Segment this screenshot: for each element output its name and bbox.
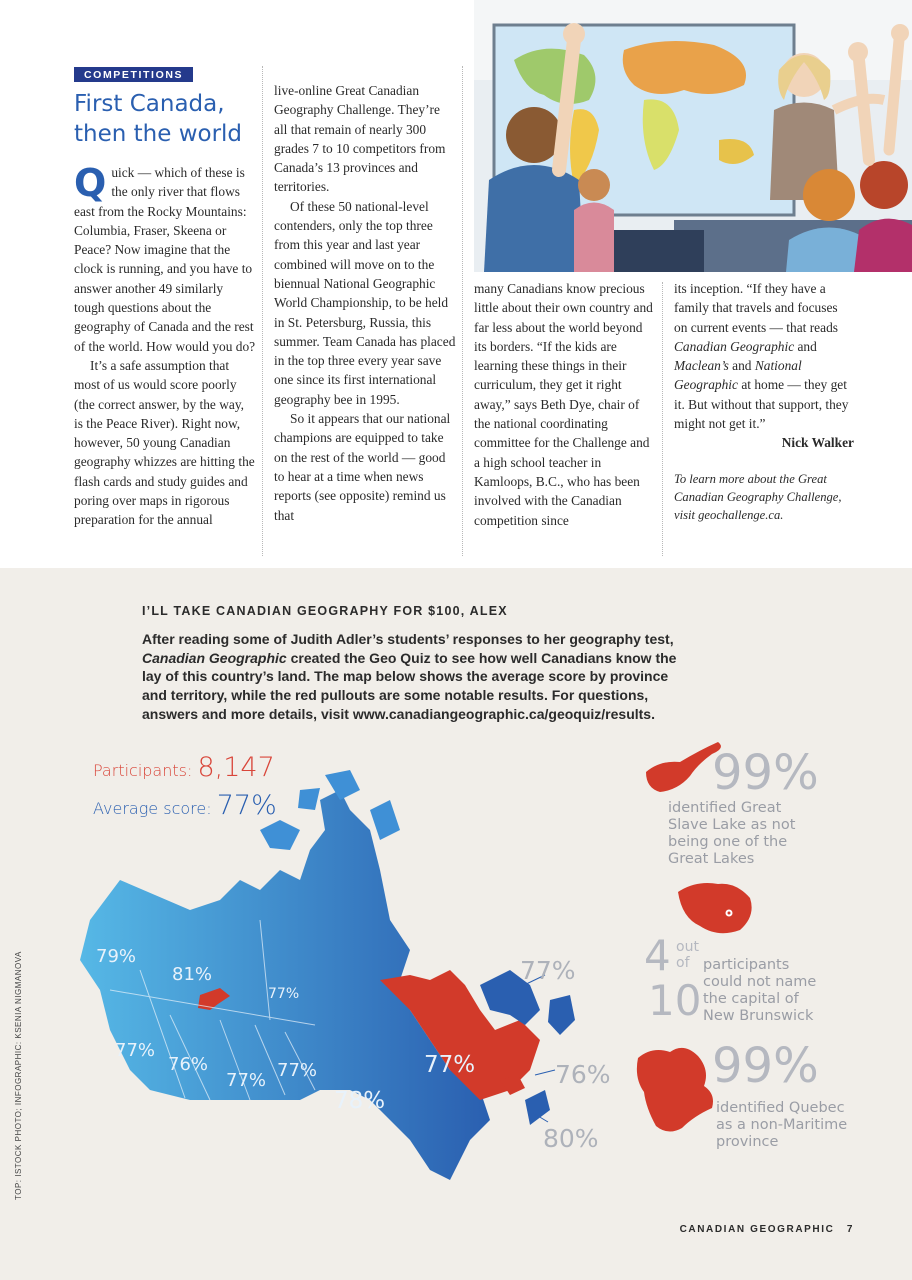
score-nunavut: 77% xyxy=(268,986,300,1002)
infographic-heading: I’LL TAKE CANADIAN GEOGRAPHY FOR $100, ALEX xyxy=(142,604,508,618)
publication-name: Maclean’s xyxy=(674,358,729,374)
new-brunswick-icon xyxy=(674,878,758,938)
column-divider xyxy=(662,282,663,556)
pullout-3-text: identified Quebec as a non-Maritime province xyxy=(716,1100,848,1150)
paragraph xyxy=(74,163,256,356)
score-manitoba: 77% xyxy=(277,1060,318,1081)
participants-value: 8,147 xyxy=(197,752,275,783)
article-column-3 xyxy=(474,279,656,530)
quebec-icon xyxy=(628,1040,720,1140)
publication-name: Canadian Geographic xyxy=(142,649,287,666)
pullout-2-text: participants could not name the capital of New Brunswick xyxy=(703,957,817,1024)
pullout-3-value: 99% xyxy=(712,1038,819,1094)
paragraph: live-online Great Canadian Geography Challenge. They’re all that remain of nearly 300 grades 7 to 10 competitors from Canada’s 13 provinces and territories. xyxy=(274,83,446,195)
score-northwest-territories: 81% xyxy=(172,964,213,985)
drop-cap: Q xyxy=(74,161,107,205)
score-quebec: 77% xyxy=(424,1052,476,1078)
score-ontario: 78% xyxy=(334,1088,386,1114)
paragraph: many Canadians know precious little about their own country and far less about the world beyond its borders. “If the kids are learning these things in their curriculum, they get it right away,” says Beth Dye, chair of the national coordinating committee for the Challenge and a high school teacher in Kamloops, B.C., who has been involved with the Canadian competition since xyxy=(474,281,653,528)
score-saskatchewan: 77% xyxy=(226,1070,267,1091)
article-column-2 xyxy=(274,81,456,525)
paragraph: its inception. “If they have a family that travels and focuses on current events — that reads Canadian Geographic and Maclean’s and National Geographic at home — they get it. But without that support, they might not get it.” xyxy=(674,281,849,432)
article-column-4 xyxy=(674,279,854,524)
average-score-label: Average score: xyxy=(93,799,212,818)
headline-line-1: First Canada, xyxy=(74,91,225,117)
map-region-nova-scotia xyxy=(525,1090,550,1125)
classroom-photo xyxy=(474,0,912,272)
publication-name: National Geographic xyxy=(674,358,802,393)
score-british-columbia: 77% xyxy=(115,1040,156,1061)
headline xyxy=(74,89,264,149)
learn-more-note: To learn more about the Great Canadian Geography Challenge, visit geochallenge.ca. xyxy=(674,471,842,522)
paragraph: Of these 50 national-level contenders, only the top three from this year and last year combined will move on to the biennual National Geographic World Championship, to be held in St. Petersburg, Russia, this summer. Team Canada has placed in the top three every year save one since its first international geography bee in 1995. xyxy=(274,198,456,407)
average-score-value: 77% xyxy=(216,790,277,821)
score-yukon: 79% xyxy=(96,946,137,967)
page-footer xyxy=(680,1224,854,1235)
article-area xyxy=(0,0,912,568)
paragraph-text: uick — which of these is the only river that flows east from the Rocky Mountains: Columbia, Fraser, Skeena or Peace? Now imagine that the clock is running, and you have to answer another 49 similarly tough questions about the geography of Canada and the rest of the world. How would you do? xyxy=(74,165,256,354)
article-column-1 xyxy=(74,163,256,530)
pullout-2-of: of xyxy=(676,955,690,971)
column-divider xyxy=(462,66,463,556)
score-newfoundland-labrador: 77% xyxy=(520,956,576,985)
map-region-newfoundland xyxy=(548,995,575,1035)
score-pei: 76% xyxy=(555,1060,611,1089)
magazine-name: CANADIAN GEOGRAPHIC xyxy=(679,1224,835,1235)
pullout-1-text: identified Great Slave Lake as not being one of the Great Lakes xyxy=(668,800,796,867)
pullout-2-denominator: 10 xyxy=(648,976,702,1025)
publication-name: Canadian Geographic xyxy=(674,338,795,354)
headline-line-2: then the world xyxy=(74,121,243,147)
infographic-intro: After reading some of Judith Adler’s students’ responses to her geography test, Canadian Geographic created the Geo Quiz to see how well Canadians know the lay of this country’s land. The map below shows the average score by province and territory, while the red pullouts are some notable results. For questions, answers and more details, visit www.canadiangeographic.ca/geoquiz/results. xyxy=(142,631,677,722)
pullout-2-numerator: 4 xyxy=(644,931,671,980)
author-signature: Nick Walker xyxy=(781,435,854,451)
classroom-photo-illustration xyxy=(474,0,912,272)
pullout-1-value: 99% xyxy=(712,745,819,801)
page-number: 7 xyxy=(846,1224,854,1235)
section-label: COMPETITIONS xyxy=(74,67,193,82)
connector-line xyxy=(535,1070,555,1075)
participants-label: Participants: xyxy=(93,761,193,780)
paragraph: It’s a safe assumption that most of us would score poorly (the correct answer, by the way, is the Peace River). Right now, however, 50 young Canadian geography whizzes are hitting the flash cards and study guides and poring over maps in rigorous preparation for the annual xyxy=(74,357,255,528)
paragraph: So it appears that our national champions are equipped to take on the rest of the world — good to hear at a time when news reports (see opposite) remind us that xyxy=(274,411,451,523)
photo-credit: TOP: ISTOCK PHOTO; INFOGRAPHIC: KSENIA NIGMANOVA xyxy=(14,951,23,1200)
pullout-2-out: out xyxy=(676,939,699,955)
score-nova-scotia: 80% xyxy=(543,1124,599,1153)
score-alberta: 76% xyxy=(168,1054,209,1075)
